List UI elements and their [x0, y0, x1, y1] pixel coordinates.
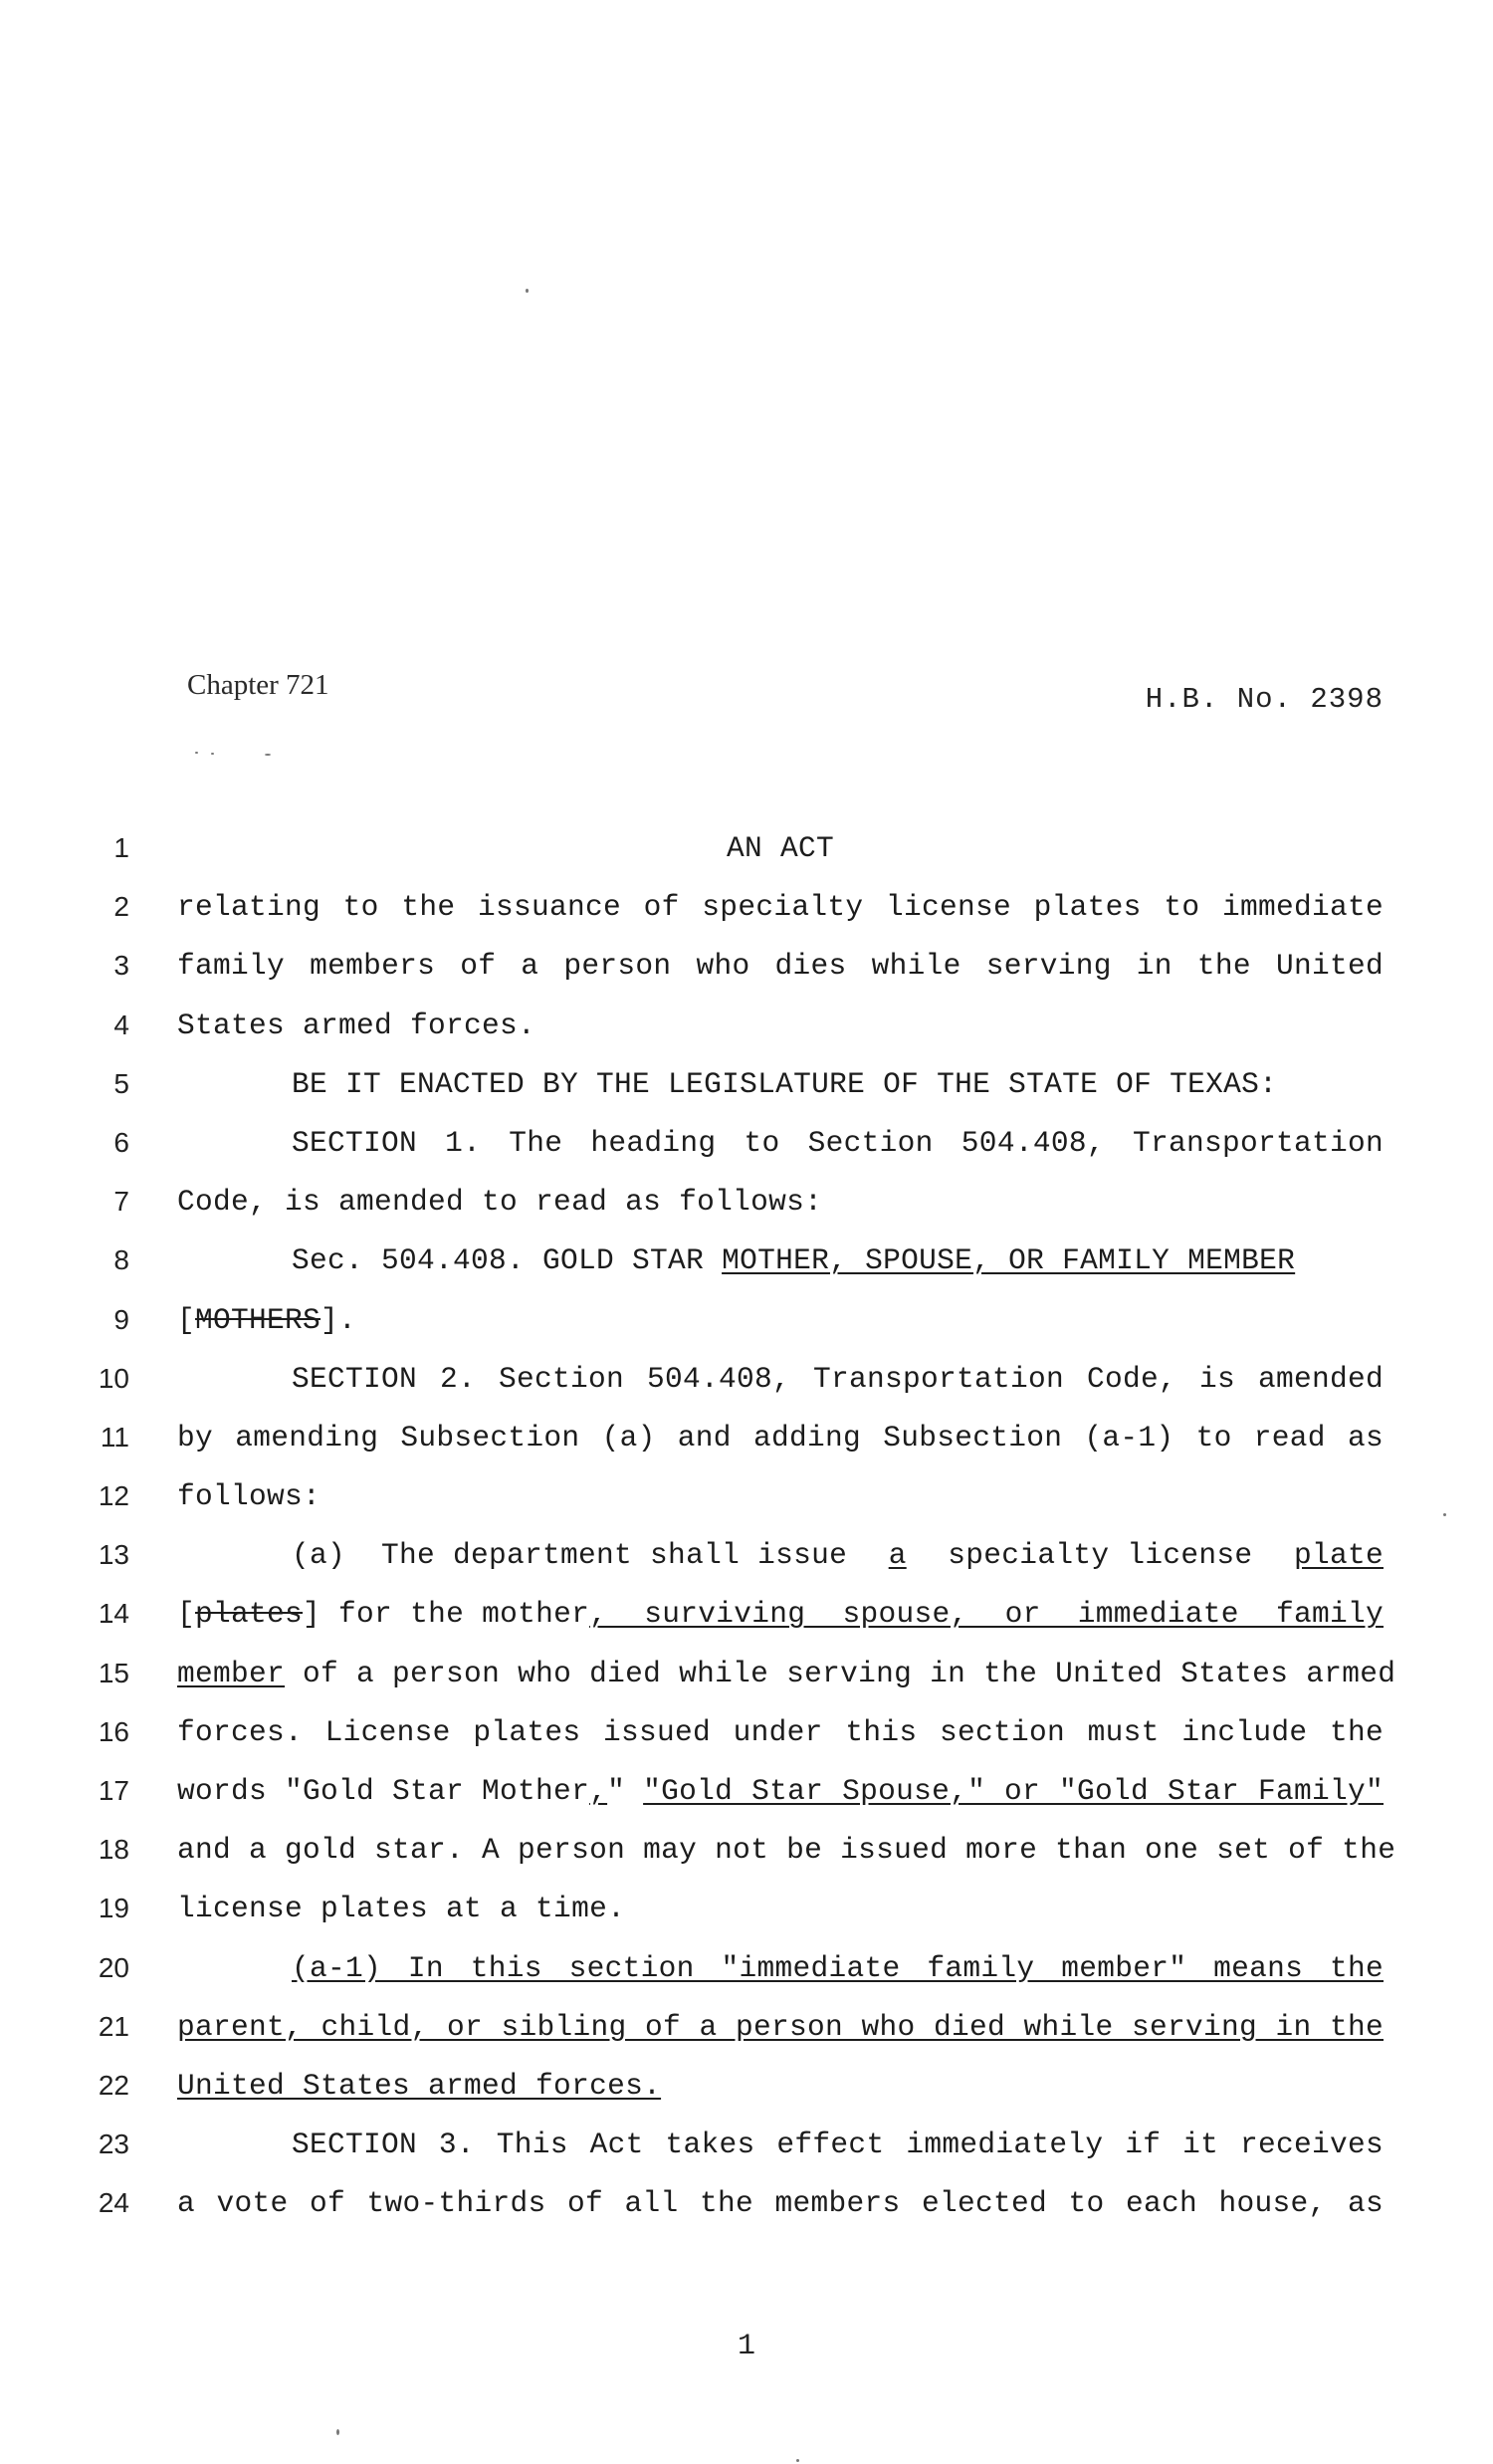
line-text: SECTION 2. Section 504.408, Transportation Code, is amended: [292, 1361, 1384, 1396]
text-line: [0, 1594, 1493, 1653]
scan-speck: [526, 289, 529, 293]
section-heading-text: Sec. 504.408. GOLD STAR: [292, 1243, 723, 1278]
inserted-text: a: [888, 1538, 907, 1573]
chapter-label: Chapter 721: [187, 669, 329, 701]
line-number: 13: [98, 1539, 129, 1571]
text-line: [0, 2007, 1493, 2066]
enacting-clause: BE IT ENACTED BY THE LEGISLATURE OF THE STATE OF TEXAS:: [292, 1066, 1278, 1101]
line-text: SECTION 3. This Act takes effect immediately if it receives: [292, 2128, 1384, 2162]
text-line: [0, 887, 1493, 946]
line-text: [177, 1240, 1384, 1280]
line-number: 5: [113, 1067, 129, 1099]
line-text-part: ] for the mother: [303, 1597, 590, 1632]
text-line: [0, 828, 1493, 887]
inserted-text: United States armed forces.: [177, 2068, 662, 2103]
text-line: [0, 946, 1493, 1005]
line-text: States armed forces.: [177, 1008, 536, 1042]
line-number: 3: [113, 950, 129, 982]
inserted-text: MOTHER, SPOUSE, OR FAMILY MEMBER: [722, 1243, 1296, 1278]
line-text-part: of a person who died while serving in the United States armed: [285, 1656, 1396, 1690]
line-number: 2: [113, 891, 129, 923]
text-line: [0, 1948, 1493, 2007]
line-text: family members of a person who dies while serving in the United: [177, 949, 1384, 984]
line-number: 22: [98, 2069, 129, 2101]
line-number: 11: [100, 1421, 129, 1453]
line-text: [177, 1654, 1396, 1693]
line-text: a vote of two-thirds of all the members elected to each house, as: [177, 2186, 1384, 2221]
line-text: [177, 1594, 1384, 1634]
line-number: 7: [113, 1186, 129, 1218]
line-text-part: words "Gold Star Mother: [177, 1774, 590, 1808]
bracket-text: [: [177, 1302, 196, 1337]
inserted-text: , surviving spouse, or immediate family: [589, 1597, 1384, 1632]
text-line: [0, 2183, 1493, 2242]
line-number: 19: [98, 1893, 129, 1924]
line-text: forces. License plates issued under this section must include the: [177, 1714, 1384, 1749]
line-text: Code, is amended to read as follows:: [177, 1185, 823, 1220]
text-line: [0, 1006, 1493, 1064]
line-text: by amending Subsection (a) and adding Subsection (a-1) to read as: [177, 1420, 1384, 1455]
text-line: [0, 1830, 1493, 1889]
deleted-text: MOTHERS: [195, 1302, 321, 1337]
line-number: 23: [98, 2128, 129, 2160]
text-line: [0, 1771, 1493, 1830]
line-text-part: ": [607, 1774, 644, 1808]
line-text: follows:: [177, 1479, 321, 1514]
inserted-text: plate: [1293, 1538, 1384, 1573]
line-text: [177, 1535, 1384, 1575]
line-number: 14: [98, 1598, 129, 1630]
text-line: [0, 1240, 1493, 1299]
line-number: 4: [113, 1008, 129, 1040]
line-number: 1: [113, 832, 129, 863]
bracket-text: [: [177, 1597, 196, 1632]
text-line: [0, 1712, 1493, 1771]
scan-speck: [336, 2429, 339, 2435]
text-line: [0, 1359, 1493, 1418]
text-line: [0, 1476, 1493, 1535]
scan-speck: [195, 752, 198, 754]
inserted-text: ,: [589, 1774, 608, 1808]
line-text-part: specialty license: [930, 1538, 1271, 1573]
line-number: 12: [98, 1480, 129, 1512]
line-number: 6: [113, 1126, 129, 1158]
scan-speck: [796, 2459, 799, 2462]
bracket-text: ].: [320, 1302, 357, 1337]
text-line: [0, 1889, 1493, 1947]
text-line: [0, 1182, 1493, 1240]
line-text: and a gold star. A person may not be issued more than one set of the: [177, 1833, 1396, 1868]
text-line: [0, 1654, 1493, 1712]
act-title: AN ACT: [726, 831, 835, 865]
line-number: 15: [98, 1657, 129, 1688]
line-text: [177, 1300, 1384, 1340]
line-text: SECTION 1. The heading to Section 504.408, Transportation: [292, 1125, 1384, 1160]
text-line: [0, 1064, 1493, 1123]
line-number: 21: [98, 2010, 129, 2042]
scan-speck: [211, 753, 214, 755]
line-text-part: (a) The department shall issue: [292, 1538, 866, 1573]
line-number: 8: [113, 1244, 129, 1276]
line-number: 10: [98, 1362, 129, 1394]
line-number: 16: [98, 1715, 129, 1747]
inserted-text: "Gold Star Spouse," or "Gold Star Family": [643, 1774, 1384, 1808]
inserted-text: (a-1) In this section "immediate family member" means the: [292, 1950, 1384, 1985]
inserted-text: parent, child, or sibling of a person who died while serving in the: [177, 2009, 1384, 2044]
line-number: 17: [98, 1775, 129, 1806]
line-text: [177, 1771, 1384, 1811]
line-number: 20: [98, 1951, 129, 1983]
line-number: 24: [98, 2187, 129, 2219]
text-line: [0, 1418, 1493, 1476]
inserted-text: member: [177, 1656, 286, 1690]
line-text: license plates at a time.: [177, 1892, 626, 1926]
text-line: [0, 1300, 1493, 1359]
text-line: [0, 1123, 1493, 1182]
scan-speck: [265, 754, 271, 756]
deleted-text: plates: [195, 1597, 304, 1632]
bill-number: H.B. No. 2398: [1145, 683, 1384, 716]
line-number: 9: [113, 1303, 129, 1335]
line-text: relating to the issuance of specialty license plates to immediate: [177, 890, 1384, 925]
scan-speck: [1443, 1513, 1446, 1516]
text-line: [0, 2066, 1493, 2125]
page-number: 1: [737, 2330, 755, 2363]
text-line: [0, 2125, 1493, 2183]
text-line: [0, 1535, 1493, 1594]
bill-text: [0, 828, 1493, 2243]
line-number: 18: [98, 1834, 129, 1866]
